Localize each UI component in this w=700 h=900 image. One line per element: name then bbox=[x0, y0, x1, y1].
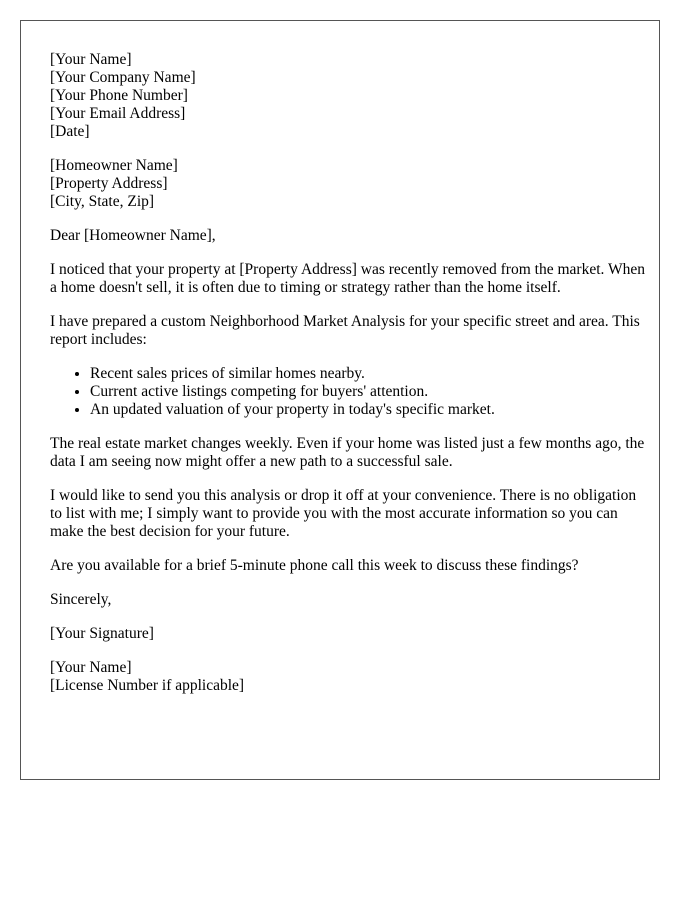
question-paragraph: Are you available for a brief 5-minute phone call this week to discuss these findings? bbox=[50, 557, 579, 574]
sender-company: [Your Company Name] bbox=[50, 69, 196, 86]
letter-frame bbox=[20, 20, 660, 780]
valediction: Sincerely, bbox=[50, 591, 112, 608]
letter-date: [Date] bbox=[50, 123, 90, 140]
sender-phone: [Your Phone Number] bbox=[50, 87, 188, 104]
analysis-paragraph: I have prepared a custom Neighborhood Market Analysis for your specific street and area. This report includes: bbox=[50, 313, 640, 348]
market-paragraph: The real estate market changes weekly. Even if your home was listed just a few months ago, the data I am seeing now might offer a new path to a successful sale. bbox=[50, 435, 645, 470]
sender-block bbox=[50, 51, 645, 141]
list-item: • Recent sales prices of similar homes nearby. bbox=[90, 365, 645, 383]
closing-name: [Your Name] bbox=[50, 659, 132, 676]
recipient-block bbox=[50, 157, 645, 211]
closing-block bbox=[50, 659, 645, 695]
list-item: • An updated valuation of your property in today's specific market. bbox=[90, 401, 645, 419]
recipient-name: [Homeowner Name] bbox=[50, 157, 178, 174]
recipient-city-state-zip: [City, State, Zip] bbox=[50, 193, 155, 210]
list-item: • Current active listings competing for buyers' attention. bbox=[90, 383, 645, 401]
letter-body bbox=[50, 51, 645, 711]
sender-name: [Your Name] bbox=[50, 51, 132, 68]
recipient-address: [Property Address] bbox=[50, 175, 168, 192]
offer-paragraph: I would like to send you this analysis or drop it off at your convenience. There is no obligation to list with me; I simply want to provide you with the most accurate information so you can make the best decision for your future. bbox=[50, 487, 637, 540]
report-items-list bbox=[50, 365, 645, 419]
signature-placeholder: [Your Signature] bbox=[50, 625, 154, 642]
salutation: Dear [Homeowner Name], bbox=[50, 227, 216, 244]
intro-paragraph: I noticed that your property at [Property Address] was recently removed from the market. When a home doesn't sell, it is often due to timing or strategy rather than the home itself. bbox=[50, 261, 645, 296]
sender-email: [Your Email Address] bbox=[50, 105, 186, 122]
license-number: [License Number if applicable] bbox=[50, 677, 245, 694]
